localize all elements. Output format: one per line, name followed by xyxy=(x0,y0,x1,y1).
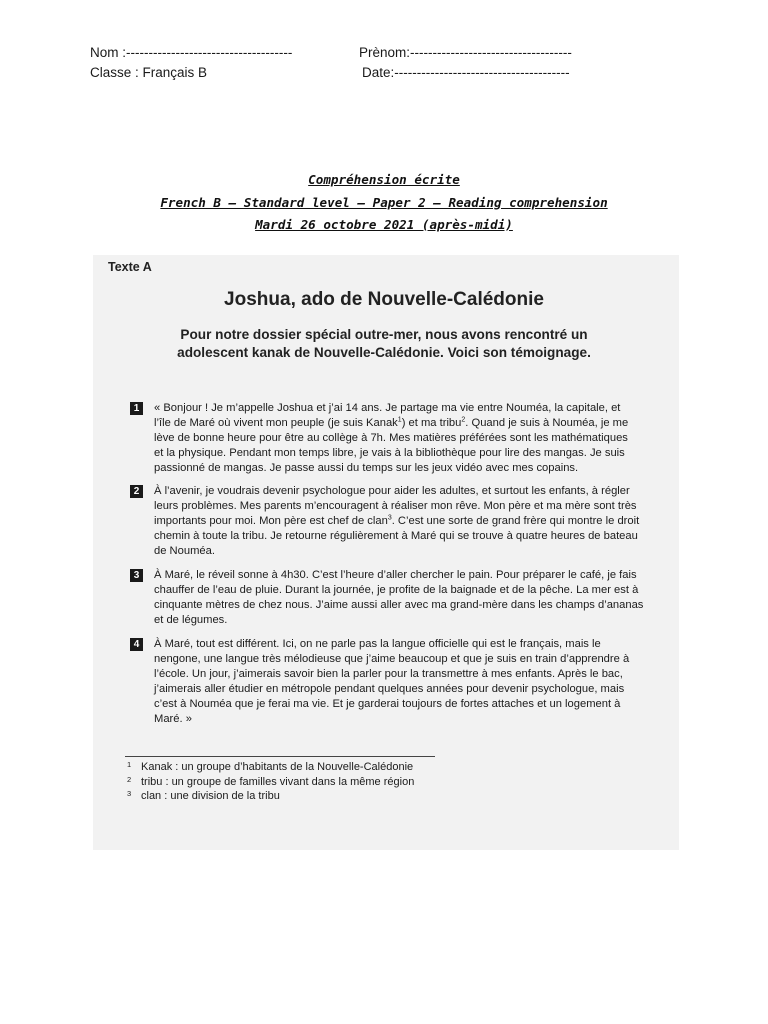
paragraph-line xyxy=(154,514,654,529)
paragraph-line: et de légumes. xyxy=(154,614,228,626)
footnote-text: tribu : un groupe de familles vivant dans la même région xyxy=(141,776,415,788)
paragraph-line: leurs problèmes. Mes parents m’encouragent à réaliser mon rêve. Mon père et ma mère sont très xyxy=(154,500,637,512)
paragraph-1 xyxy=(154,401,654,476)
line-text: l’île de Maré où vivent mon peuple (je suis Kanak xyxy=(154,417,398,429)
exam-title-line-2: French B – Standard level – Paper 2 – Reading comprehension xyxy=(160,194,608,210)
paragraph-line: À Maré, tout est différent. Ici, on ne parle pas la langue officielle qui est le français, mais le xyxy=(154,638,601,650)
paragraph-3 xyxy=(154,568,654,628)
footnote-number: 1 xyxy=(127,760,132,769)
paragraph-line: de Nouméa. xyxy=(154,545,215,557)
exam-titles xyxy=(0,169,768,237)
footnote-1 xyxy=(127,761,413,773)
exam-title-line-3: Mardi 26 octobre 2021 (après-midi) xyxy=(255,217,513,232)
paragraph-number-4: 4 xyxy=(130,638,143,651)
footnote-text: Kanak : un groupe d’habitants de la Nouvelle-Calédonie xyxy=(141,761,414,773)
paragraph-line: j’aimerais aller étudier en métropole pendant quelques années pour devenir psychologue, mais xyxy=(154,683,625,695)
paragraph-line xyxy=(154,416,654,431)
paragraph-line: Maré. » xyxy=(154,713,192,725)
classe-field: Classe : Français B xyxy=(90,65,208,80)
line-text: importants pour moi. Mon père est chef de clan xyxy=(154,515,388,527)
paragraph-2 xyxy=(154,484,654,559)
article-title: Joshua, ado de Nouvelle-Calédonie xyxy=(224,289,544,310)
date-field: Date:--------------------------------------- xyxy=(362,65,570,80)
line-text: ) et ma tribu xyxy=(401,417,462,429)
intro-line-1: Pour notre dossier spécial outre-mer, nous avons rencontré un xyxy=(180,327,588,342)
paragraph-number-1: 1 xyxy=(130,402,143,415)
footnote-number: 3 xyxy=(127,789,132,798)
line-text: . Quand je suis à Nouméa, je me xyxy=(465,417,629,429)
prenom-field: Prènom:------------------------------------ xyxy=(359,45,572,60)
paragraph-line: À l’avenir, je voudrais devenir psychologue pour aider les adultes, et surtout les enfants, à régler xyxy=(154,485,630,497)
paragraph-4 xyxy=(154,637,654,727)
paragraph-line: chauffer de l’eau de pluie. Durant la journée, je profite de la baignade et de la pêche. La mer est à xyxy=(154,584,639,596)
paragraph-line: cinquante mètres de chez nous. J’aime aussi aller avec ma grand-mère dans les champs d’ananas xyxy=(154,599,644,611)
texte-label: Texte A xyxy=(108,260,152,274)
paragraph-number-3: 3 xyxy=(130,569,143,582)
intro-line-2: adolescent kanak de Nouvelle-Calédonie. Voici son témoignage. xyxy=(177,345,591,360)
paragraph-line: chemin à toute la tribu. Je retourne régulièrement à Maré qui se trouve à quatre heures de bateau xyxy=(154,530,638,542)
footnote-number: 2 xyxy=(127,775,132,784)
paragraph-line: et la physique. Pendant mon temps libre, je vais à la bibliothèque pour lire des mangas. Je suis xyxy=(154,447,625,459)
footnote-ref-2: 2 xyxy=(461,416,466,424)
exam-title-line-1: Compréhension écrite xyxy=(308,172,460,187)
nom-field: Nom :------------------------------------- xyxy=(90,45,293,60)
paragraph-number-2: 2 xyxy=(130,485,143,498)
paragraph-line: « Bonjour ! Je m’appelle Joshua et j’ai 14 ans. Je partage ma vie entre Nouméa, la capitale, et xyxy=(154,402,621,414)
paragraph-line: nengone, une langue très mélodieuse que j’aime beaucoup et que je suis en train d’apprendre à xyxy=(154,653,630,665)
paragraph-line: passionné de mangas. Je passe aussi du temps sur les jeux vidéo avec mes copains. xyxy=(154,462,579,474)
footnote-text: clan : une division de la tribu xyxy=(141,790,280,802)
article-intro xyxy=(0,326,768,362)
footnote-3 xyxy=(127,790,280,802)
paragraph-line: À Maré, le réveil sonne à 4h30. C’est l’heure d’aller chercher le pain. Pour préparer le café, je fais xyxy=(154,569,637,581)
footnote-ref-3: 3 xyxy=(387,514,392,522)
paragraph-line: lève de bonne heure pour être au collège à 7h. Mes matières préférées sont les mathématiques xyxy=(154,432,628,444)
footnote-divider xyxy=(125,756,435,757)
paragraph-line: c’est à Nouméa que je ferai ma vie. Et je garderai toujours de fortes attaches et un logement à xyxy=(154,698,621,710)
footnote-ref-1: 1 xyxy=(397,416,402,424)
paragraph-line: l’école. Un jour, j’aimerais savoir bien la parler pour la transmettre à mes enfants. Après le bac, xyxy=(154,668,623,680)
line-text: . C’est une sorte de grand frère qui montre le droit xyxy=(391,515,640,527)
student-info-header xyxy=(0,44,768,84)
footnote-2 xyxy=(127,776,414,788)
